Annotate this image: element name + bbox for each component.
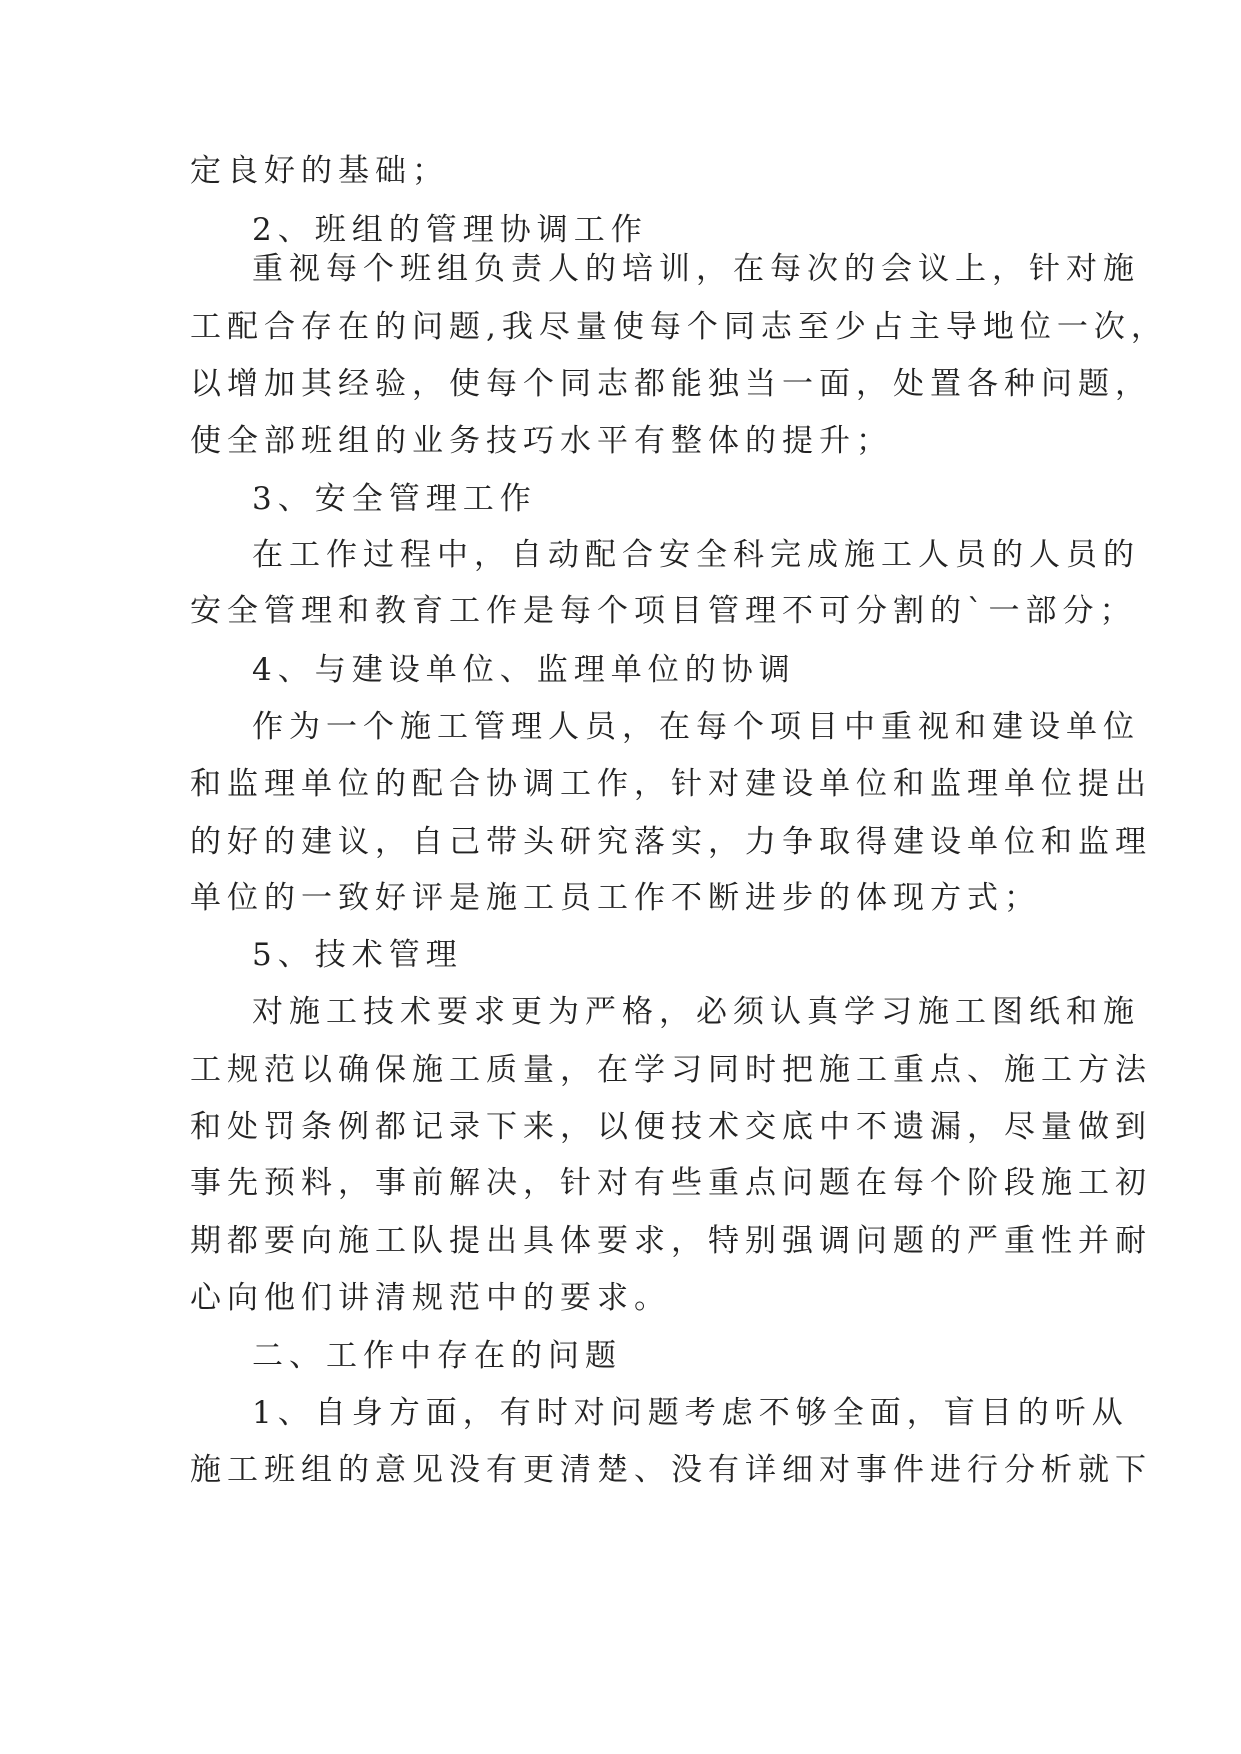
text-line: 安全管理和教育工作是每个项目管理不可分割的`一部分； [190,593,1137,629]
section-heading: 3、安全管理工作 [252,481,537,517]
text-line: 作为一个施工管理人员，在每个项目中重视和建设单位 [252,709,1140,745]
text-line: 1、自身方面，有时对问题考虑不够全面，盲目的听从 [252,1395,1129,1431]
text-line: 心向他们讲清规范中的要求。 [190,1280,671,1316]
text-line: 重视每个班组负责人的培训，在每次的会议上，针对施 [252,251,1140,287]
text-line: 施工班组的意见没有更清楚、没有详细对事件进行分析就下 [190,1452,1152,1488]
text-line: 工配合存在的问题,我尽量使每个同志至少占主导地位一次， [190,309,1168,345]
text-line: 使全部班组的业务技巧水平有整体的提升； [190,423,893,459]
section-heading: 2、班组的管理协调工作 [252,212,648,248]
section-heading: 5、技术管理 [252,937,463,973]
text-line: 对施工技术要求更为严格，必须认真学习施工图纸和施 [252,994,1140,1030]
text-line: 的好的建议，自己带头研究落实，力争取得建设单位和监理 [190,824,1152,860]
text-line: 单位的一致好评是施工员工作不断进步的体现方式； [190,880,1041,916]
text-line: 以增加其经验，使每个同志都能独当一面，处置各种问题， [190,366,1152,402]
text-line: 和监理单位的配合协调工作，针对建设单位和监理单位提出 [190,766,1152,802]
text-line: 定良好的基础； [190,153,449,189]
text-line: 期都要向施工队提出具体要求，特别强调问题的严重性并耐 [190,1223,1152,1259]
text-line: 工规范以确保施工质量，在学习同时把施工重点、施工方法 [190,1052,1152,1088]
section-heading: 4、与建设单位、监理单位的协调 [252,652,796,688]
text-line: 事先预料，事前解决，针对有些重点问题在每个阶段施工初 [190,1165,1152,1201]
text-line: 和处罚条例都记录下来，以便技术交底中不遗漏，尽量做到 [190,1109,1152,1145]
section-heading: 二、工作中存在的问题 [252,1338,622,1374]
text-line: 在工作过程中，自动配合安全科完成施工人员的人员的 [252,537,1140,573]
